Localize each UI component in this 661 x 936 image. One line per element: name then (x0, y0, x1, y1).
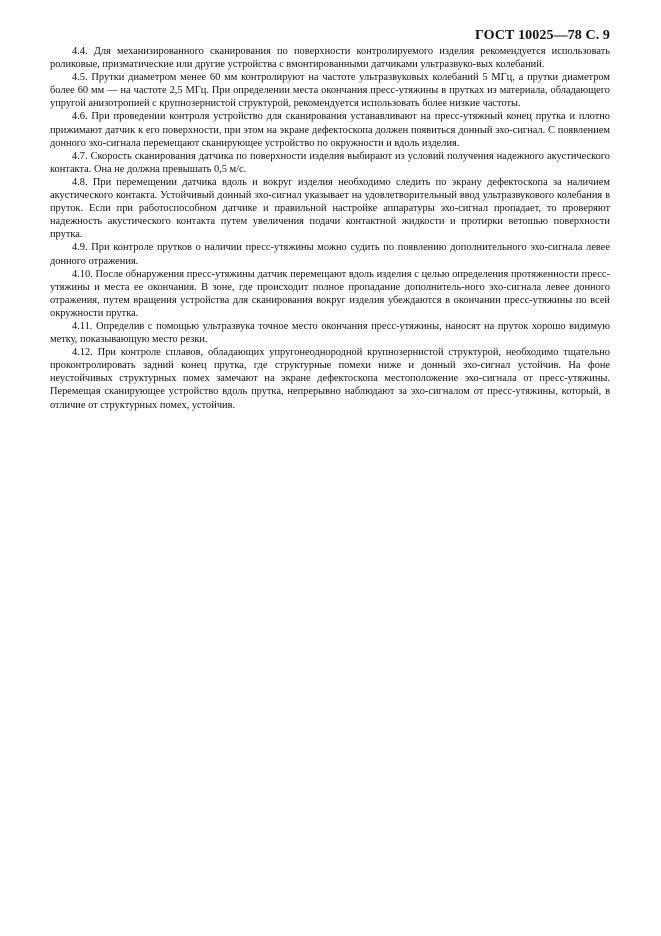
paragraph-4-11: 4.11. Определив с помощью ультразвука точное место окончания пресс-утяжины, наносят на пруток хорошо видимую метку, показывающую место резки. (50, 320, 610, 346)
paragraph-4-8: 4.8. При перемещении датчика вдоль и вокруг изделия необходимо следить по экрану дефектоскопа за наличием акустического контакта. Устойчивый донный эхо-сигнал указывает на удовлетворительный ввод ультразвукового колебания в пруток. Если при работоспособном датчике и правильной настройке аппаратуры эхо-сигнал пропадает, то проверяют надежность акустического контакта путем увеличения подачи контактной жидкости и протирки ветошью поверхности прутка. (50, 176, 610, 241)
paragraph-4-7: 4.7. Скорость сканирования датчика по поверхности изделия выбирают из условий получения надежного акустического контакта. Она не должна превышать 0,5 м/с. (50, 150, 610, 175)
paragraph-4-6: 4.6. При проведении контроля устройство для сканирования устанавливают на пресс-утяжный конец прутка и плотно прижимают датчик к его поверхности, при этом на экране дефектоскопа должен появиться донный эхо-сигнал. С появлением донного эхо-сигнала перемещают сканирующее устройство по окружности и вдоль изделия. (50, 111, 610, 149)
document-body (50, 45, 610, 412)
paragraph-4-9: 4.9. При контроле прутков о наличии пресс-утяжины можно судить по появлению дополнительного эхо-сигнала левее донного отражения. (50, 242, 610, 267)
paragraph-4-10: 4.10. После обнаружения пресс-утяжины датчик перемещают вдоль изделия с целью определения протяженности пресс-утяжины и места ее окончания. В зоне, где происходит полное пропадание дополнитель-ного эхо-сигнала левее донного отражения, путем вращения устройства для сканирования вокруг изделия убеждаются в окончании пресс-утяжины по всей окружности прутка. (50, 268, 610, 319)
page-header: ГОСТ 10025—78 С. 9 (475, 28, 610, 43)
paragraph-4-5: 4.5. Прутки диаметром менее 60 мм контролируют на частоте ультразвуковых колебаний 5 МГц, а прутки диаметром более 60 мм — на частоте 2,5 МГц. При определении места окончания пресс-утяжины в прутках из материала, обладающего упругой анизотропией с крупнозернистой структурой, рекомендуется использовать более низкие частоты. (50, 72, 610, 110)
paragraph-4-4: 4.4. Для механизированного сканирования по поверхности контролируемого изделия рекомендуется использовать роликовые, призматические или другие устройства с вмонтированными датчиками ультразвуко-вых колебаний. (50, 46, 610, 71)
paragraph-4-12: 4.12. При контроле сплавов, обладающих упругонеоднородной крупнозернистой структурой, необходимо тщательно проконтролировать задний конец прутка, где структурные помехи ниже и донный эхо-сигнал устойчив. На фоне неустойчивых структурных помех замечают на экране дефектоскопа местоположение эхо-сигнала от пресс-утяжины. Перемещая сканирующее устройство вдоль прутка, непрерывно наблюдают за эхо-сигналом от пресс-утяжины, который, в отличие от структурных помех, устойчив. (50, 347, 610, 411)
